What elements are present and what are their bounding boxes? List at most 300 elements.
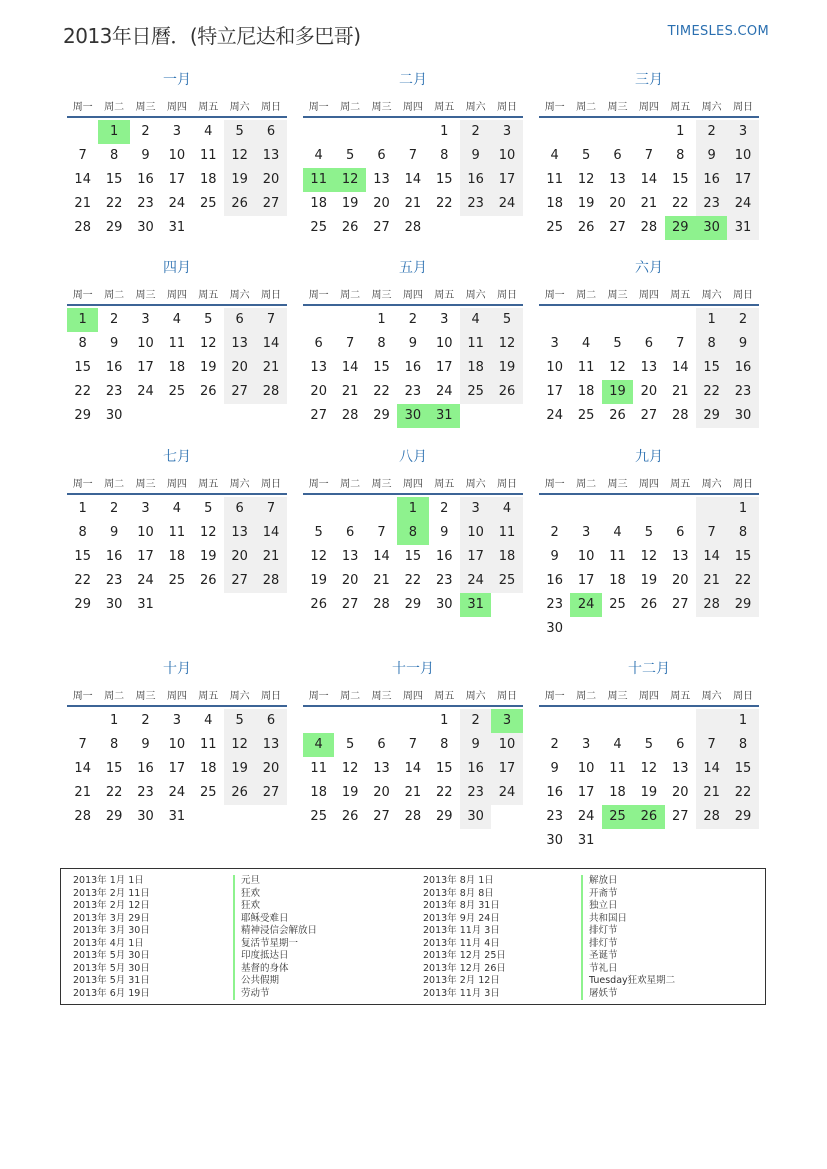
- day-cell[interactable]: 14: [255, 521, 286, 545]
- day-cell[interactable]: 2: [440, 501, 449, 516]
- day-cell[interactable]: 2: [550, 737, 559, 752]
- day-cell[interactable]: 9: [141, 737, 150, 752]
- day-cell[interactable]: 27: [373, 220, 390, 235]
- day-cell[interactable]: 15: [727, 545, 758, 569]
- day-cell[interactable]: 29: [105, 809, 123, 824]
- day-cell[interactable]: 4: [204, 713, 213, 728]
- day-cell[interactable]: 12: [341, 761, 359, 776]
- day-cell[interactable]: 25: [310, 220, 327, 235]
- day-cell[interactable]: 8: [109, 737, 119, 752]
- holiday-day-cell[interactable]: 29: [665, 216, 696, 240]
- day-cell[interactable]: 26: [341, 220, 359, 235]
- day-cell[interactable]: 26: [640, 597, 658, 612]
- day-cell[interactable]: 26: [224, 192, 255, 216]
- day-cell[interactable]: 15: [435, 761, 453, 776]
- day-cell[interactable]: 17: [137, 360, 154, 375]
- day-cell[interactable]: 2: [408, 312, 417, 327]
- day-cell[interactable]: 21: [255, 356, 286, 380]
- day-cell[interactable]: 4: [581, 336, 591, 351]
- day-cell[interactable]: 28: [373, 597, 390, 612]
- day-cell[interactable]: 13: [671, 549, 689, 564]
- day-cell[interactable]: 15: [404, 549, 422, 564]
- day-cell[interactable]: 2: [109, 501, 119, 516]
- day-cell[interactable]: 8: [78, 525, 87, 540]
- day-cell[interactable]: 9: [408, 336, 417, 351]
- day-cell[interactable]: 25: [491, 569, 522, 593]
- day-cell[interactable]: 16: [105, 360, 123, 375]
- day-cell[interactable]: 1: [440, 713, 449, 728]
- day-cell[interactable]: 7: [78, 148, 87, 163]
- holiday-day-cell[interactable]: 25: [602, 805, 633, 829]
- holiday-day-cell[interactable]: 30: [696, 216, 727, 240]
- day-cell[interactable]: 6: [377, 737, 386, 752]
- day-cell[interactable]: 28: [696, 805, 727, 829]
- day-cell[interactable]: 14: [696, 545, 727, 569]
- day-cell[interactable]: 20: [310, 384, 327, 399]
- day-cell[interactable]: 14: [404, 172, 422, 187]
- day-cell[interactable]: 7: [696, 733, 727, 757]
- day-cell[interactable]: 5: [224, 709, 255, 733]
- day-cell[interactable]: 3: [581, 525, 591, 540]
- day-cell[interactable]: 8: [696, 332, 727, 356]
- day-cell[interactable]: 24: [435, 384, 453, 399]
- day-cell[interactable]: 7: [644, 148, 653, 163]
- day-cell[interactable]: 4: [613, 525, 622, 540]
- day-cell[interactable]: 3: [550, 336, 559, 351]
- day-cell[interactable]: 23: [460, 192, 491, 216]
- day-cell[interactable]: 22: [435, 785, 453, 800]
- day-cell[interactable]: 20: [255, 168, 286, 192]
- day-cell[interactable]: 6: [224, 308, 255, 332]
- day-cell[interactable]: 16: [460, 168, 491, 192]
- day-cell[interactable]: 24: [137, 384, 154, 399]
- day-cell[interactable]: 4: [491, 497, 522, 521]
- day-cell[interactable]: 24: [491, 192, 522, 216]
- day-cell[interactable]: 1: [440, 124, 449, 139]
- day-cell[interactable]: 30: [137, 809, 154, 824]
- day-cell[interactable]: 9: [727, 332, 758, 356]
- day-cell[interactable]: 17: [727, 168, 758, 192]
- day-cell[interactable]: 25: [310, 809, 327, 824]
- day-cell[interactable]: 30: [105, 408, 123, 423]
- day-cell[interactable]: 9: [460, 144, 491, 168]
- day-cell[interactable]: 28: [404, 809, 422, 824]
- day-cell[interactable]: 9: [460, 733, 491, 757]
- holiday-day-cell[interactable]: 30: [397, 404, 428, 428]
- day-cell[interactable]: 16: [404, 360, 422, 375]
- day-cell[interactable]: 2: [460, 120, 491, 144]
- day-cell[interactable]: 24: [168, 196, 186, 211]
- day-cell[interactable]: 9: [550, 761, 559, 776]
- day-cell[interactable]: 23: [105, 384, 123, 399]
- day-cell[interactable]: 7: [408, 737, 417, 752]
- day-cell[interactable]: 6: [255, 709, 286, 733]
- day-cell[interactable]: 5: [581, 148, 591, 163]
- day-cell[interactable]: 1: [377, 312, 386, 327]
- day-cell[interactable]: 9: [109, 525, 119, 540]
- day-cell[interactable]: 20: [255, 757, 286, 781]
- day-cell[interactable]: 10: [137, 525, 154, 540]
- day-cell[interactable]: 18: [460, 356, 491, 380]
- day-cell[interactable]: 17: [491, 168, 522, 192]
- day-cell[interactable]: 20: [224, 545, 255, 569]
- day-cell[interactable]: 25: [460, 380, 491, 404]
- day-cell[interactable]: 12: [199, 525, 217, 540]
- day-cell[interactable]: 10: [727, 144, 758, 168]
- day-cell[interactable]: 19: [491, 356, 522, 380]
- day-cell[interactable]: 31: [727, 216, 758, 240]
- day-cell[interactable]: 5: [644, 525, 653, 540]
- day-cell[interactable]: 4: [204, 124, 213, 139]
- day-cell[interactable]: 11: [609, 761, 626, 776]
- day-cell[interactable]: 10: [137, 336, 154, 351]
- day-cell[interactable]: 14: [74, 761, 91, 776]
- day-cell[interactable]: 10: [577, 549, 595, 564]
- day-cell[interactable]: 17: [435, 360, 453, 375]
- day-cell[interactable]: 5: [345, 737, 355, 752]
- day-cell[interactable]: 27: [224, 380, 255, 404]
- day-cell[interactable]: 10: [491, 144, 522, 168]
- day-cell[interactable]: 11: [491, 521, 522, 545]
- day-cell[interactable]: 13: [373, 172, 390, 187]
- day-cell[interactable]: 1: [727, 709, 758, 733]
- day-cell[interactable]: 25: [168, 573, 186, 588]
- day-cell[interactable]: 27: [373, 809, 390, 824]
- day-cell[interactable]: 6: [676, 525, 685, 540]
- day-cell[interactable]: 18: [577, 384, 595, 399]
- day-cell[interactable]: 30: [460, 805, 491, 829]
- day-cell[interactable]: 16: [105, 549, 123, 564]
- day-cell[interactable]: 7: [676, 336, 685, 351]
- day-cell[interactable]: 11: [199, 148, 217, 163]
- day-cell[interactable]: 27: [671, 809, 689, 824]
- day-cell[interactable]: 15: [74, 549, 91, 564]
- day-cell[interactable]: 6: [345, 525, 355, 540]
- day-cell[interactable]: 2: [727, 308, 758, 332]
- day-cell[interactable]: 20: [671, 573, 689, 588]
- day-cell[interactable]: 19: [199, 360, 217, 375]
- day-cell[interactable]: 11: [310, 761, 327, 776]
- day-cell[interactable]: 26: [199, 573, 217, 588]
- day-cell[interactable]: 15: [105, 172, 123, 187]
- day-cell[interactable]: 14: [74, 172, 91, 187]
- day-cell[interactable]: 24: [546, 408, 563, 423]
- holiday-day-cell[interactable]: 1: [98, 120, 129, 144]
- day-cell[interactable]: 7: [377, 525, 386, 540]
- day-cell[interactable]: 2: [460, 709, 491, 733]
- day-cell[interactable]: 23: [404, 384, 422, 399]
- day-cell[interactable]: 18: [491, 545, 522, 569]
- day-cell[interactable]: 31: [137, 597, 154, 612]
- day-cell[interactable]: 15: [727, 757, 758, 781]
- day-cell[interactable]: 25: [199, 196, 217, 211]
- day-cell[interactable]: 12: [224, 144, 255, 168]
- holiday-day-cell[interactable]: 12: [334, 168, 365, 192]
- day-cell[interactable]: 22: [671, 196, 689, 211]
- day-cell[interactable]: 23: [546, 597, 563, 612]
- day-cell[interactable]: 29: [74, 597, 91, 612]
- day-cell[interactable]: 4: [550, 148, 559, 163]
- day-cell[interactable]: 10: [546, 360, 563, 375]
- day-cell[interactable]: 29: [435, 809, 453, 824]
- day-cell[interactable]: 16: [137, 172, 154, 187]
- day-cell[interactable]: 27: [255, 781, 286, 805]
- day-cell[interactable]: 15: [696, 356, 727, 380]
- day-cell[interactable]: 6: [314, 336, 323, 351]
- day-cell[interactable]: 24: [460, 569, 491, 593]
- day-cell[interactable]: 2: [141, 713, 150, 728]
- day-cell[interactable]: 18: [609, 573, 626, 588]
- day-cell[interactable]: 1: [696, 308, 727, 332]
- day-cell[interactable]: 26: [491, 380, 522, 404]
- day-cell[interactable]: 17: [168, 761, 186, 776]
- day-cell[interactable]: 12: [491, 332, 522, 356]
- day-cell[interactable]: 8: [440, 148, 449, 163]
- day-cell[interactable]: 22: [404, 573, 422, 588]
- day-cell[interactable]: 10: [577, 761, 595, 776]
- day-cell[interactable]: 2: [550, 525, 559, 540]
- day-cell[interactable]: 26: [341, 809, 359, 824]
- day-cell[interactable]: 26: [609, 408, 626, 423]
- day-cell[interactable]: 18: [546, 196, 563, 211]
- day-cell[interactable]: 25: [546, 220, 563, 235]
- day-cell[interactable]: 6: [224, 497, 255, 521]
- day-cell[interactable]: 31: [168, 220, 186, 235]
- day-cell[interactable]: 28: [255, 569, 286, 593]
- holiday-day-cell[interactable]: 31: [429, 404, 460, 428]
- day-cell[interactable]: 22: [105, 785, 123, 800]
- day-cell[interactable]: 12: [199, 336, 217, 351]
- day-cell[interactable]: 21: [255, 545, 286, 569]
- day-cell[interactable]: 27: [224, 569, 255, 593]
- day-cell[interactable]: 3: [581, 737, 591, 752]
- day-cell[interactable]: 29: [727, 593, 758, 617]
- day-cell[interactable]: 22: [727, 569, 758, 593]
- day-cell[interactable]: 7: [345, 336, 355, 351]
- day-cell[interactable]: 11: [168, 525, 186, 540]
- day-cell[interactable]: 9: [440, 525, 449, 540]
- day-cell[interactable]: 28: [255, 380, 286, 404]
- day-cell[interactable]: 3: [491, 120, 522, 144]
- day-cell[interactable]: 6: [613, 148, 622, 163]
- day-cell[interactable]: 11: [546, 172, 563, 187]
- day-cell[interactable]: 20: [341, 573, 359, 588]
- day-cell[interactable]: 13: [224, 332, 255, 356]
- day-cell[interactable]: 5: [491, 308, 522, 332]
- day-cell[interactable]: 13: [255, 144, 286, 168]
- day-cell[interactable]: 14: [255, 332, 286, 356]
- day-cell[interactable]: 21: [696, 781, 727, 805]
- day-cell[interactable]: 21: [640, 196, 658, 211]
- day-cell[interactable]: 2: [696, 120, 727, 144]
- day-cell[interactable]: 24: [727, 192, 758, 216]
- day-cell[interactable]: 26: [577, 220, 595, 235]
- day-cell[interactable]: 1: [727, 497, 758, 521]
- day-cell[interactable]: 26: [310, 597, 327, 612]
- day-cell[interactable]: 30: [546, 833, 563, 848]
- day-cell[interactable]: 29: [404, 597, 422, 612]
- day-cell[interactable]: 11: [460, 332, 491, 356]
- day-cell[interactable]: 28: [671, 408, 689, 423]
- day-cell[interactable]: 2: [109, 312, 119, 327]
- day-cell[interactable]: 23: [546, 809, 563, 824]
- day-cell[interactable]: 19: [640, 573, 658, 588]
- day-cell[interactable]: 20: [609, 196, 626, 211]
- holiday-day-cell[interactable]: 1: [67, 308, 98, 332]
- day-cell[interactable]: 18: [310, 196, 327, 211]
- day-cell[interactable]: 16: [727, 356, 758, 380]
- day-cell[interactable]: 24: [491, 781, 522, 805]
- day-cell[interactable]: 19: [224, 168, 255, 192]
- day-cell[interactable]: 17: [577, 573, 595, 588]
- day-cell[interactable]: 25: [168, 384, 186, 399]
- day-cell[interactable]: 18: [168, 549, 186, 564]
- day-cell[interactable]: 1: [676, 124, 685, 139]
- day-cell[interactable]: 16: [460, 757, 491, 781]
- day-cell[interactable]: 30: [546, 621, 563, 636]
- day-cell[interactable]: 4: [460, 308, 491, 332]
- day-cell[interactable]: 22: [373, 384, 390, 399]
- day-cell[interactable]: 11: [199, 737, 217, 752]
- day-cell[interactable]: 13: [310, 360, 327, 375]
- day-cell[interactable]: 3: [172, 713, 181, 728]
- day-cell[interactable]: 30: [727, 404, 758, 428]
- day-cell[interactable]: 23: [137, 785, 154, 800]
- holiday-day-cell[interactable]: 19: [602, 380, 633, 404]
- day-cell[interactable]: 14: [404, 761, 422, 776]
- day-cell[interactable]: 16: [137, 761, 154, 776]
- day-cell[interactable]: 14: [640, 172, 658, 187]
- holiday-day-cell[interactable]: 24: [570, 593, 601, 617]
- day-cell[interactable]: 21: [671, 384, 689, 399]
- day-cell[interactable]: 11: [609, 549, 626, 564]
- day-cell[interactable]: 5: [204, 501, 213, 516]
- day-cell[interactable]: 13: [609, 172, 626, 187]
- day-cell[interactable]: 9: [550, 549, 559, 564]
- day-cell[interactable]: 12: [224, 733, 255, 757]
- day-cell[interactable]: 29: [727, 805, 758, 829]
- day-cell[interactable]: 19: [341, 196, 359, 211]
- brand-logo[interactable]: TIMESLES.COM: [667, 24, 769, 39]
- day-cell[interactable]: 6: [377, 148, 386, 163]
- day-cell[interactable]: 10: [491, 733, 522, 757]
- day-cell[interactable]: 9: [141, 148, 150, 163]
- day-cell[interactable]: 10: [168, 737, 186, 752]
- day-cell[interactable]: 28: [696, 593, 727, 617]
- day-cell[interactable]: 12: [640, 761, 658, 776]
- day-cell[interactable]: 21: [74, 785, 91, 800]
- day-cell[interactable]: 10: [435, 336, 453, 351]
- day-cell[interactable]: 31: [577, 833, 595, 848]
- day-cell[interactable]: 3: [172, 124, 181, 139]
- day-cell[interactable]: 11: [168, 336, 186, 351]
- day-cell[interactable]: 19: [341, 785, 359, 800]
- day-cell[interactable]: 25: [577, 408, 595, 423]
- day-cell[interactable]: 8: [676, 148, 685, 163]
- day-cell[interactable]: 14: [373, 549, 390, 564]
- day-cell[interactable]: 27: [640, 408, 658, 423]
- day-cell[interactable]: 13: [640, 360, 658, 375]
- day-cell[interactable]: 8: [109, 148, 119, 163]
- day-cell[interactable]: 13: [224, 521, 255, 545]
- day-cell[interactable]: 19: [577, 196, 595, 211]
- day-cell[interactable]: 5: [224, 120, 255, 144]
- day-cell[interactable]: 23: [105, 573, 123, 588]
- day-cell[interactable]: 21: [404, 785, 422, 800]
- day-cell[interactable]: 12: [310, 549, 327, 564]
- day-cell[interactable]: 17: [577, 785, 595, 800]
- day-cell[interactable]: 28: [341, 408, 359, 423]
- day-cell[interactable]: 29: [74, 408, 91, 423]
- day-cell[interactable]: 18: [310, 785, 327, 800]
- day-cell[interactable]: 15: [74, 360, 91, 375]
- day-cell[interactable]: 6: [644, 336, 653, 351]
- day-cell[interactable]: 26: [199, 384, 217, 399]
- holiday-day-cell[interactable]: 8: [397, 521, 428, 545]
- day-cell[interactable]: 5: [204, 312, 213, 327]
- day-cell[interactable]: 7: [255, 308, 286, 332]
- day-cell[interactable]: 7: [78, 737, 87, 752]
- day-cell[interactable]: 14: [341, 360, 359, 375]
- day-cell[interactable]: 16: [546, 573, 563, 588]
- day-cell[interactable]: 30: [137, 220, 154, 235]
- day-cell[interactable]: 8: [727, 521, 758, 545]
- day-cell[interactable]: 11: [577, 360, 595, 375]
- day-cell[interactable]: 25: [199, 785, 217, 800]
- day-cell[interactable]: 12: [609, 360, 626, 375]
- day-cell[interactable]: 2: [141, 124, 150, 139]
- day-cell[interactable]: 28: [640, 220, 658, 235]
- day-cell[interactable]: 1: [109, 713, 119, 728]
- day-cell[interactable]: 15: [373, 360, 390, 375]
- day-cell[interactable]: 30: [435, 597, 453, 612]
- day-cell[interactable]: 22: [105, 196, 123, 211]
- day-cell[interactable]: 7: [408, 148, 417, 163]
- day-cell[interactable]: 6: [255, 120, 286, 144]
- day-cell[interactable]: 9: [109, 336, 119, 351]
- day-cell[interactable]: 12: [640, 549, 658, 564]
- day-cell[interactable]: 24: [137, 573, 154, 588]
- day-cell[interactable]: 21: [696, 569, 727, 593]
- day-cell[interactable]: 17: [491, 757, 522, 781]
- holiday-day-cell[interactable]: 1: [397, 497, 428, 521]
- day-cell[interactable]: 27: [609, 220, 626, 235]
- day-cell[interactable]: 1: [78, 501, 87, 516]
- day-cell[interactable]: 19: [310, 573, 327, 588]
- day-cell[interactable]: 3: [727, 120, 758, 144]
- day-cell[interactable]: 5: [345, 148, 355, 163]
- day-cell[interactable]: 17: [137, 549, 154, 564]
- day-cell[interactable]: 5: [644, 737, 653, 752]
- day-cell[interactable]: 4: [314, 148, 323, 163]
- day-cell[interactable]: 6: [676, 737, 685, 752]
- day-cell[interactable]: 13: [373, 761, 390, 776]
- day-cell[interactable]: 20: [373, 785, 390, 800]
- day-cell[interactable]: 24: [577, 809, 595, 824]
- holiday-day-cell[interactable]: 31: [460, 593, 491, 617]
- day-cell[interactable]: 8: [440, 737, 449, 752]
- day-cell[interactable]: 18: [609, 785, 626, 800]
- day-cell[interactable]: 16: [696, 168, 727, 192]
- day-cell[interactable]: 24: [168, 785, 186, 800]
- day-cell[interactable]: 20: [671, 785, 689, 800]
- day-cell[interactable]: 14: [671, 360, 689, 375]
- day-cell[interactable]: 3: [460, 497, 491, 521]
- day-cell[interactable]: 22: [74, 573, 91, 588]
- day-cell[interactable]: 27: [341, 597, 359, 612]
- day-cell[interactable]: 13: [671, 761, 689, 776]
- day-cell[interactable]: 28: [404, 220, 422, 235]
